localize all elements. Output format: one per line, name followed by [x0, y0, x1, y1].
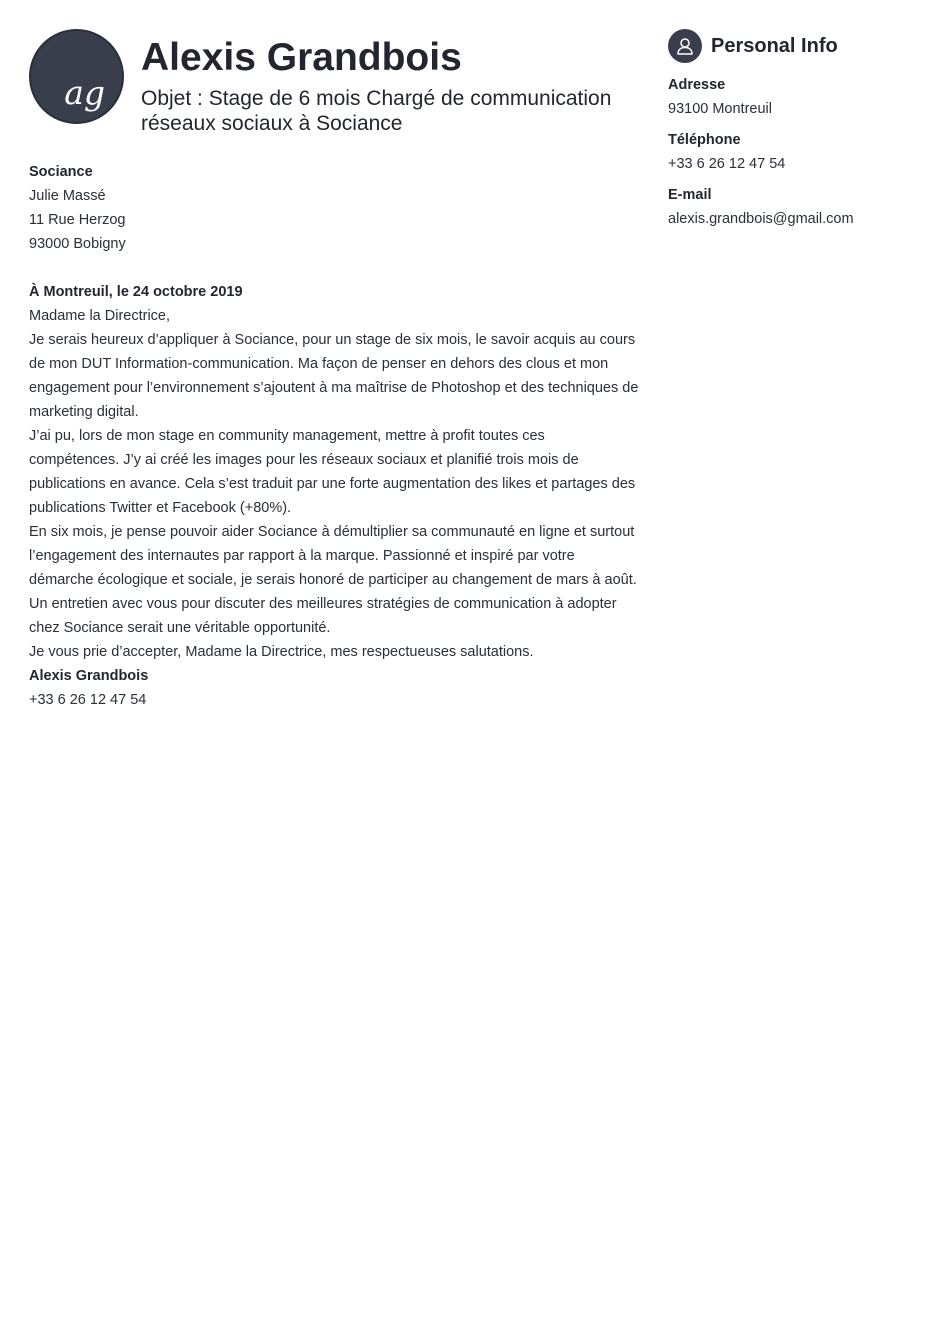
recipient-city: 93000 Bobigny [29, 236, 126, 252]
address-label: Adresse [668, 77, 726, 93]
letter-subject: Objet : Stage de 6 mois Chargé de communication réseaux sociaux à Sociance [141, 87, 612, 135]
monogram-initials: ag [64, 73, 105, 112]
paragraph-interview: Un entretien avec vous pour discuter des meilleures stratégies de communication à adopter chez Sociance serait une véritable opportunité. [29, 596, 617, 636]
person-icon [668, 29, 702, 63]
letter-date: À Montreuil, le 24 octobre 2019 [29, 284, 243, 300]
signature-name: Alexis Grandbois [29, 668, 149, 684]
recipient-street: 11 Rue Herzog [29, 212, 126, 228]
personal-info-title: Personal Info [711, 35, 838, 57]
signature-block [29, 664, 639, 712]
phone-value: +33 6 26 12 47 54 [668, 156, 786, 172]
paragraph-experience: J’ai pu, lors de mon stage en community management, mettre à profit toutes ces compétences. J’y ai créé les images pour les réseaux sociaux et planifié trois mois de publications en avance. Cela s’est traduit par une forte augmentation des likes et partages des publications Twitter et Facebook (+80%). [29, 428, 636, 516]
paragraph-intro: Je serais heureux d’appliquer à Sociance, pour un stage de six mois, le savoir acquis au cours de mon DUT Information-communication. Ma façon de penser en dehors des clous et mon engagement pour l’environnement s’ajoutent à ma maîtrise de Photoshop et des techniques de marketing digital. [29, 332, 639, 420]
email-label: E-mail [668, 187, 712, 203]
recipient-block [29, 160, 639, 256]
paragraph-motivation: En six mois, je pense pouvoir aider Sociance à démultiplier sa communauté en ligne et surtout l’engagement des internautes par rapport à la marque. Passionné et inspiré par votre démarche écologique et sociale, je serais honoré de participer au changement de mars à août. [29, 524, 637, 588]
phone-label: Téléphone [668, 132, 741, 148]
personal-info-sidebar [668, 29, 918, 238]
signature-phone: +33 6 26 12 47 54 [29, 692, 147, 708]
monogram-avatar [29, 29, 124, 124]
address-value: 93100 Montreuil [668, 101, 772, 117]
recipient-company: Sociance [29, 164, 93, 180]
personal-info-header [668, 29, 918, 63]
paragraph-closing: Je vous prie d’accepter, Madame la Directrice, mes respectueuses salutations. [29, 644, 534, 660]
salutation: Madame la Directrice, [29, 308, 171, 324]
letter-body [29, 160, 639, 712]
applicant-name: Alexis Grandbois [141, 36, 462, 79]
recipient-contact: Julie Massé [29, 188, 106, 204]
email-value: alexis.grandbois@gmail.com [668, 211, 854, 227]
